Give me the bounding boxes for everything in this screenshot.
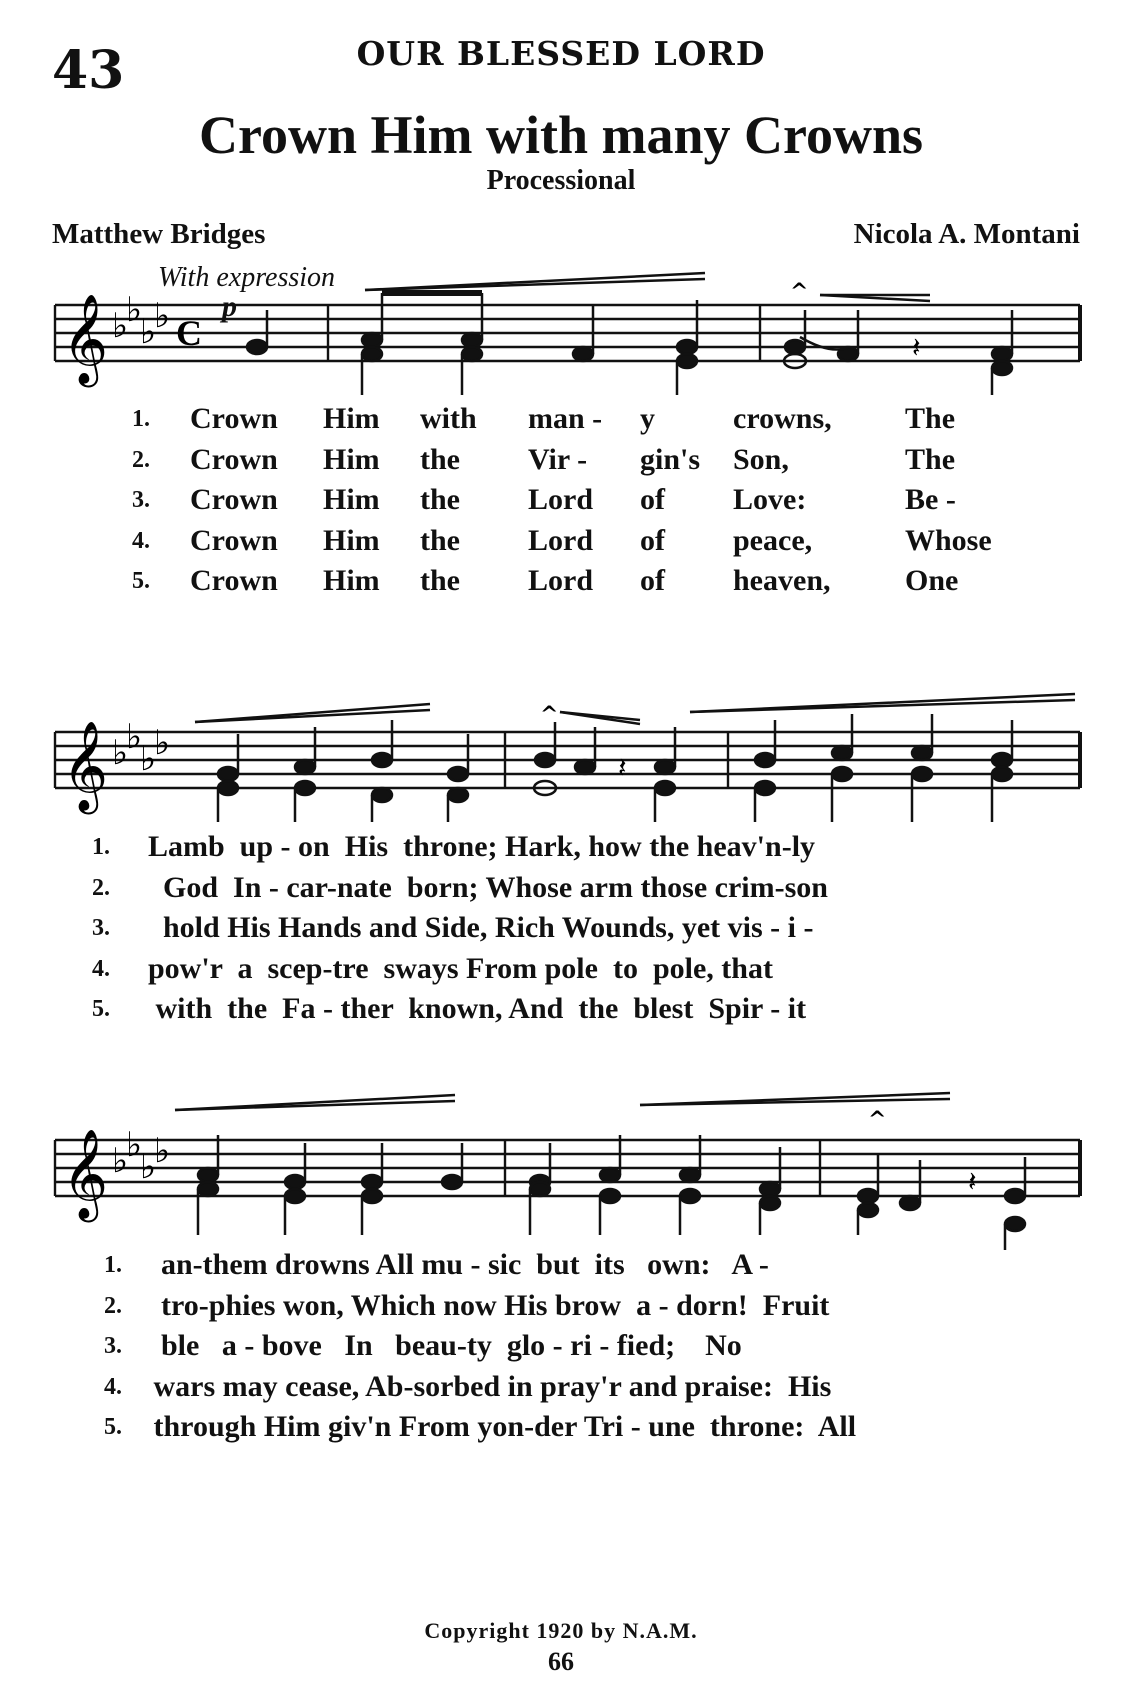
svg-text:♭: ♭ (126, 717, 143, 757)
lyric-text: with the Fa - ther known, And the blest Spir - it (148, 992, 807, 1025)
svg-text:𝄞: 𝄞 (62, 1129, 109, 1219)
verse-number: 5. (92, 996, 110, 1022)
lyric-word: heaven, (733, 564, 831, 597)
verse-number: 3. (92, 915, 110, 941)
lyric-word: the (420, 523, 460, 557)
verse-number: 2. (132, 446, 150, 473)
composer-credit: Nicola A. Montani (853, 218, 1080, 250)
dynamic-marking: p (222, 290, 237, 323)
svg-text:♭: ♭ (140, 1147, 157, 1187)
verse-number: 1. (104, 1252, 122, 1278)
lyric-word: One (905, 564, 959, 597)
lyric-word: Lord (528, 564, 594, 597)
verse-number: 1. (92, 834, 110, 860)
svg-text:𝄽: 𝄽 (912, 331, 921, 364)
lyric-word: Crown (190, 402, 278, 435)
svg-text:𝄽: 𝄽 (618, 751, 627, 784)
svg-text:♭: ♭ (112, 306, 129, 346)
svg-text:♭: ♭ (140, 739, 157, 779)
lyric-word: the (420, 483, 460, 516)
verse-number: 4. (104, 1373, 122, 1400)
lyric-word: man - (528, 402, 603, 435)
svg-text:♭: ♭ (140, 312, 157, 352)
lyric-word: crowns, (733, 402, 832, 435)
lyrics-grid-system-2 (0, 830, 1122, 1040)
lyric-text: through Him giv'n From yon-der Tri - une throne: All (146, 1410, 857, 1443)
lyric-word: Son, (733, 442, 789, 476)
lyric-text: pow'r a scep-tre sways From pole to pole, that (148, 951, 773, 985)
lyric-word: Him (323, 442, 380, 476)
svg-text:𝄞: 𝄞 (62, 721, 109, 811)
lyric-word: The (905, 402, 956, 435)
verse-number: 3. (132, 487, 150, 513)
lyric-word: of (640, 564, 665, 597)
lyric-text: Lamb up - on His throne; Hark, how the heav'n-ly (148, 830, 816, 863)
lyric-word: Love: (733, 483, 807, 516)
svg-text:^: ^ (540, 702, 559, 728)
lyric-word: Lord (528, 523, 594, 557)
hymn-title: Crown Him with many Crowns (198, 105, 924, 165)
lyric-text: tro-phies won, Which now His brow a - dorn! Fruit (146, 1288, 830, 1322)
lyric-word: Him (323, 564, 380, 597)
lyric-word: Vir - (528, 442, 588, 476)
svg-text:♭: ♭ (154, 723, 171, 763)
lyric-word: gin's (640, 442, 701, 476)
copyright-notice: Copyright 1920 by N.A.M. (424, 1618, 698, 1643)
lyric-word: of (640, 523, 665, 557)
verse-number: 2. (104, 1292, 122, 1319)
hymn-subtitle: Processional (486, 165, 636, 196)
verse-number: 5. (132, 568, 150, 594)
music-staff-2 (0, 682, 1122, 832)
author-credit: Matthew Bridges (52, 218, 266, 250)
verse-number: 4. (132, 527, 150, 554)
svg-text:♭: ♭ (154, 1131, 171, 1171)
verse-number: 4. (92, 955, 110, 982)
lyric-word: Lord (528, 483, 594, 516)
svg-text:♭: ♭ (112, 1141, 129, 1181)
lyric-word: Crown (190, 564, 278, 597)
lyric-text: wars may cease, Ab-sorbed in pray'r and praise: His (146, 1369, 832, 1403)
svg-text:𝄽: 𝄽 (968, 1165, 977, 1198)
lyric-word: Crown (190, 442, 278, 476)
svg-text:^: ^ (790, 279, 809, 305)
lyric-text: hold His Hands and Side, Rich Wounds, yet vis - i - (148, 911, 814, 944)
verse-number: 3. (104, 1333, 122, 1359)
lyric-word: Whose (905, 523, 992, 557)
svg-text:♭: ♭ (154, 296, 171, 336)
lyric-text: ble a - bove In beau-ty glo - ri - fied; No (146, 1329, 742, 1362)
lyric-word: with (420, 402, 477, 435)
svg-text:C: C (176, 313, 202, 353)
lyric-word: the (420, 564, 460, 597)
lyric-word: the (420, 442, 460, 476)
lyric-word: Crown (190, 523, 278, 557)
verse-number: 5. (104, 1414, 122, 1440)
lyric-word: Him (323, 483, 380, 516)
lyric-word: Him (323, 402, 380, 435)
svg-text:♭: ♭ (126, 290, 143, 330)
lyric-text: God In - car-nate born; Whose arm those crim-son (148, 870, 828, 904)
music-staff-1 (0, 255, 1122, 405)
music-staff-3 (0, 1085, 1122, 1255)
lyric-word: y (640, 402, 655, 435)
verse-number: 2. (92, 874, 110, 901)
lyric-word: Be - (905, 483, 956, 516)
lyric-word: peace, (733, 523, 813, 557)
lyric-word: of (640, 483, 665, 516)
lyrics-grid-system-1 (0, 402, 1122, 612)
verse-number: 1. (132, 406, 150, 432)
lyric-word: Him (323, 523, 380, 557)
section-title: OUR BLESSED LORD (356, 34, 766, 73)
tempo-marking: With expression (158, 262, 336, 293)
svg-text:^: ^ (868, 1107, 887, 1133)
svg-text:♭: ♭ (126, 1125, 143, 1165)
lyric-word: The (905, 442, 956, 476)
page-number: 66 (548, 1647, 574, 1676)
lyric-word: Crown (190, 483, 278, 516)
lyrics-grid-system-3 (0, 1248, 1122, 1458)
hymn-number: 43 (52, 40, 125, 101)
lyric-text: an-them drowns All mu - sic but its own: A - (146, 1248, 769, 1281)
svg-text:♭: ♭ (112, 733, 129, 773)
svg-text:𝄞: 𝄞 (62, 294, 109, 384)
